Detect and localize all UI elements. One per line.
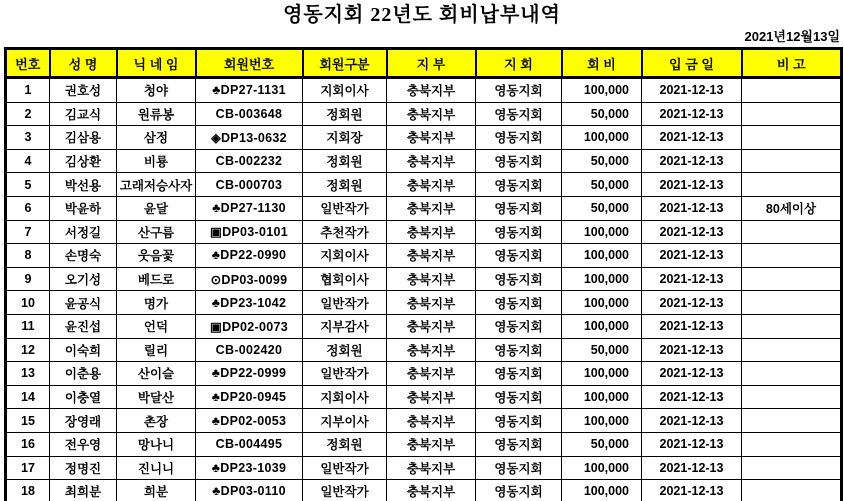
cell-nickname: 청야 (117, 78, 196, 103)
cell-fee: 50,000 (562, 102, 642, 126)
cell-note (742, 409, 842, 433)
column-header-note: 비 고 (742, 49, 842, 78)
cell-member_type: 일반작가 (303, 362, 387, 386)
cell-member_type: 지회이사 (303, 385, 387, 409)
table-row (6, 314, 842, 338)
cell-member_type: 정회원 (303, 149, 387, 173)
cell-jibu: 충북지부 (387, 173, 476, 197)
cell-deposit_date: 2021-12-13 (642, 291, 742, 315)
cell-nickname: 명가 (117, 291, 196, 315)
report-date: 2021년12월13일 (744, 29, 840, 44)
column-header-jihoe: 지 회 (476, 49, 562, 78)
cell-name: 이충열 (50, 385, 117, 409)
cell-nickname: 삼정 (117, 126, 196, 150)
cell-jihoe: 영동지회 (476, 149, 562, 173)
cell-member_no: ◈DP13-0632 (196, 126, 303, 150)
cell-name: 권호성 (50, 78, 117, 103)
cell-jibu: 충북지부 (387, 244, 476, 268)
cell-jibu: 충북지부 (387, 196, 476, 220)
table-row (6, 220, 842, 244)
cell-jihoe: 영동지회 (476, 244, 562, 268)
cell-name: 전우영 (50, 432, 117, 456)
cell-no: 17 (6, 456, 50, 480)
cell-deposit_date: 2021-12-13 (642, 432, 742, 456)
cell-nickname: 비룡 (117, 149, 196, 173)
cell-no: 4 (6, 149, 50, 173)
cell-jihoe: 영동지회 (476, 126, 562, 150)
cell-jihoe: 영동지회 (476, 480, 562, 501)
cell-nickname: 희분 (117, 480, 196, 501)
table-body (6, 78, 842, 501)
cell-fee: 100,000 (562, 456, 642, 480)
cell-jibu: 충북지부 (387, 362, 476, 386)
cell-fee: 100,000 (562, 220, 642, 244)
cell-note (742, 149, 842, 173)
cell-nickname: 고래저승사자 (117, 173, 196, 197)
cell-jibu: 충북지부 (387, 78, 476, 103)
cell-nickname: 윤달 (117, 196, 196, 220)
cell-member_no: ♣DP23-1039 (196, 456, 303, 480)
cell-member_type: 일반작가 (303, 196, 387, 220)
cell-note (742, 480, 842, 501)
cell-note (742, 385, 842, 409)
cell-name: 이춘용 (50, 362, 117, 386)
cell-jihoe: 영동지회 (476, 196, 562, 220)
table-row (6, 244, 842, 268)
cell-deposit_date: 2021-12-13 (642, 314, 742, 338)
column-header-nickname: 닉 네 임 (117, 49, 196, 78)
cell-deposit_date: 2021-12-13 (642, 173, 742, 197)
cell-jibu: 충북지부 (387, 126, 476, 150)
cell-member_no: CB-002420 (196, 338, 303, 362)
cell-member_no: ⊙DP03-0099 (196, 267, 303, 291)
cell-member_type: 지회장 (303, 126, 387, 150)
table-row (6, 409, 842, 433)
column-header-deposit_date: 입 금 일 (642, 49, 742, 78)
cell-name: 최희분 (50, 480, 117, 501)
cell-fee: 100,000 (562, 291, 642, 315)
cell-nickname: 산구름 (117, 220, 196, 244)
cell-member_type: 정회원 (303, 338, 387, 362)
cell-fee: 100,000 (562, 244, 642, 268)
cell-note (742, 102, 842, 126)
cell-deposit_date: 2021-12-13 (642, 220, 742, 244)
cell-jibu: 충북지부 (387, 102, 476, 126)
cell-name: 손명숙 (50, 244, 117, 268)
cell-member_type: 추천작가 (303, 220, 387, 244)
cell-deposit_date: 2021-12-13 (642, 196, 742, 220)
table-row (6, 456, 842, 480)
table-row (6, 338, 842, 362)
cell-no: 18 (6, 480, 50, 501)
cell-no: 3 (6, 126, 50, 150)
fee-payment-table (4, 47, 843, 501)
cell-deposit_date: 2021-12-13 (642, 480, 742, 501)
cell-name: 박선용 (50, 173, 117, 197)
cell-jibu: 충북지부 (387, 456, 476, 480)
cell-deposit_date: 2021-12-13 (642, 78, 742, 103)
cell-member_no: ♣DP20-0945 (196, 385, 303, 409)
cell-nickname: 베드로 (117, 267, 196, 291)
cell-member_no: ▣DP03-0101 (196, 220, 303, 244)
cell-no: 16 (6, 432, 50, 456)
cell-name: 오기성 (50, 267, 117, 291)
cell-nickname: 웃음꽃 (117, 244, 196, 268)
cell-jihoe: 영동지회 (476, 102, 562, 126)
cell-jibu: 충북지부 (387, 314, 476, 338)
cell-member_no: ♣DP03-0110 (196, 480, 303, 501)
cell-no: 12 (6, 338, 50, 362)
cell-no: 11 (6, 314, 50, 338)
cell-note (742, 78, 842, 103)
table-row (6, 126, 842, 150)
column-header-no: 번호 (6, 49, 50, 78)
table-row (6, 173, 842, 197)
cell-note (742, 267, 842, 291)
cell-name: 서정길 (50, 220, 117, 244)
cell-member_type: 일반작가 (303, 480, 387, 501)
cell-nickname: 언덕 (117, 314, 196, 338)
cell-member_no: CB-002232 (196, 149, 303, 173)
cell-name: 박윤하 (50, 196, 117, 220)
table-header (6, 49, 842, 78)
cell-jihoe: 영동지회 (476, 291, 562, 315)
cell-deposit_date: 2021-12-13 (642, 362, 742, 386)
cell-no: 5 (6, 173, 50, 197)
cell-fee: 100,000 (562, 126, 642, 150)
cell-fee: 50,000 (562, 173, 642, 197)
cell-name: 김상환 (50, 149, 117, 173)
cell-deposit_date: 2021-12-13 (642, 338, 742, 362)
cell-jihoe: 영동지회 (476, 432, 562, 456)
cell-no: 6 (6, 196, 50, 220)
cell-deposit_date: 2021-12-13 (642, 409, 742, 433)
cell-member_no: CB-003648 (196, 102, 303, 126)
cell-member_type: 지회이사 (303, 244, 387, 268)
cell-member_type: 정회원 (303, 173, 387, 197)
cell-jihoe: 영동지회 (476, 314, 562, 338)
cell-jihoe: 영동지회 (476, 173, 562, 197)
page-title: 영동지회 22년도 회비납부내역 (283, 4, 561, 26)
cell-note: 80세이상 (742, 196, 842, 220)
table-row (6, 432, 842, 456)
cell-member_type: 일반작가 (303, 456, 387, 480)
cell-nickname: 박달산 (117, 385, 196, 409)
cell-no: 10 (6, 291, 50, 315)
cell-member_type: 지회이사 (303, 78, 387, 103)
cell-note (742, 126, 842, 150)
table-row (6, 196, 842, 220)
cell-jibu: 충북지부 (387, 338, 476, 362)
cell-name: 김교식 (50, 102, 117, 126)
cell-member_type: 정회원 (303, 102, 387, 126)
table-row (6, 385, 842, 409)
cell-no: 2 (6, 102, 50, 126)
cell-note (742, 291, 842, 315)
cell-member_no: ♣DP27-1131 (196, 78, 303, 103)
table-row (6, 149, 842, 173)
cell-name: 정명진 (50, 456, 117, 480)
table-row (6, 291, 842, 315)
cell-deposit_date: 2021-12-13 (642, 149, 742, 173)
column-header-name: 성 명 (50, 49, 117, 78)
table-row (6, 362, 842, 386)
cell-deposit_date: 2021-12-13 (642, 456, 742, 480)
cell-deposit_date: 2021-12-13 (642, 385, 742, 409)
cell-deposit_date: 2021-12-13 (642, 267, 742, 291)
cell-member_type: 협회이사 (303, 267, 387, 291)
cell-note (742, 456, 842, 480)
cell-member_type: 정회원 (303, 432, 387, 456)
cell-jihoe: 영동지회 (476, 338, 562, 362)
cell-no: 9 (6, 267, 50, 291)
cell-no: 1 (6, 78, 50, 103)
cell-note (742, 314, 842, 338)
cell-fee: 50,000 (562, 432, 642, 456)
cell-jibu: 충북지부 (387, 409, 476, 433)
cell-member_type: 일반작가 (303, 291, 387, 315)
cell-note (742, 220, 842, 244)
cell-nickname: 촌장 (117, 409, 196, 433)
cell-nickname: 산이슬 (117, 362, 196, 386)
cell-jihoe: 영동지회 (476, 409, 562, 433)
cell-fee: 100,000 (562, 314, 642, 338)
cell-nickname: 릴리 (117, 338, 196, 362)
cell-no: 7 (6, 220, 50, 244)
cell-fee: 50,000 (562, 196, 642, 220)
cell-fee: 100,000 (562, 362, 642, 386)
cell-member_type: 지부이사 (303, 409, 387, 433)
cell-no: 14 (6, 385, 50, 409)
cell-name: 이숙희 (50, 338, 117, 362)
cell-jihoe: 영동지회 (476, 220, 562, 244)
cell-jihoe: 영동지회 (476, 78, 562, 103)
column-header-member_no: 회원번호 (196, 49, 303, 78)
column-header-jibu: 지 부 (387, 49, 476, 78)
cell-note (742, 432, 842, 456)
table-row (6, 102, 842, 126)
cell-deposit_date: 2021-12-13 (642, 102, 742, 126)
table-header-row (6, 49, 842, 78)
cell-jihoe: 영동지회 (476, 456, 562, 480)
cell-nickname: 망나니 (117, 432, 196, 456)
cell-member_no: ♣DP02-0053 (196, 409, 303, 433)
cell-jibu: 충북지부 (387, 267, 476, 291)
cell-deposit_date: 2021-12-13 (642, 244, 742, 268)
cell-name: 김삼용 (50, 126, 117, 150)
cell-jihoe: 영동지회 (476, 267, 562, 291)
cell-no: 13 (6, 362, 50, 386)
cell-member_no: ♣DP23-1042 (196, 291, 303, 315)
cell-fee: 100,000 (562, 385, 642, 409)
cell-name: 장영래 (50, 409, 117, 433)
cell-member_no: CB-004495 (196, 432, 303, 456)
cell-member_no: ♣DP22-0999 (196, 362, 303, 386)
table-row (6, 267, 842, 291)
cell-fee: 100,000 (562, 78, 642, 103)
cell-member_no: ♣DP22-0990 (196, 244, 303, 268)
cell-name: 윤진섭 (50, 314, 117, 338)
cell-jihoe: 영동지회 (476, 362, 562, 386)
cell-deposit_date: 2021-12-13 (642, 126, 742, 150)
cell-note (742, 173, 842, 197)
cell-jibu: 충북지부 (387, 432, 476, 456)
cell-nickname: 진니니 (117, 456, 196, 480)
cell-note (742, 362, 842, 386)
cell-no: 8 (6, 244, 50, 268)
cell-jihoe: 영동지회 (476, 385, 562, 409)
cell-jibu: 충북지부 (387, 220, 476, 244)
table-row (6, 78, 842, 103)
cell-fee: 100,000 (562, 480, 642, 501)
cell-jibu: 충북지부 (387, 149, 476, 173)
cell-member_type: 지부감사 (303, 314, 387, 338)
cell-fee: 100,000 (562, 409, 642, 433)
cell-fee: 50,000 (562, 149, 642, 173)
cell-note (742, 244, 842, 268)
cell-jibu: 충북지부 (387, 385, 476, 409)
cell-member_no: ♣DP27-1130 (196, 196, 303, 220)
cell-member_no: ▣DP02-0073 (196, 314, 303, 338)
cell-jibu: 충북지부 (387, 480, 476, 501)
column-header-fee: 회 비 (562, 49, 642, 78)
column-header-member_type: 회원구분 (303, 49, 387, 78)
cell-fee: 100,000 (562, 267, 642, 291)
cell-nickname: 원류봉 (117, 102, 196, 126)
cell-member_no: CB-000703 (196, 173, 303, 197)
cell-jibu: 충북지부 (387, 291, 476, 315)
cell-fee: 50,000 (562, 338, 642, 362)
cell-note (742, 338, 842, 362)
table-row (6, 480, 842, 501)
cell-name: 윤공식 (50, 291, 117, 315)
cell-no: 15 (6, 409, 50, 433)
